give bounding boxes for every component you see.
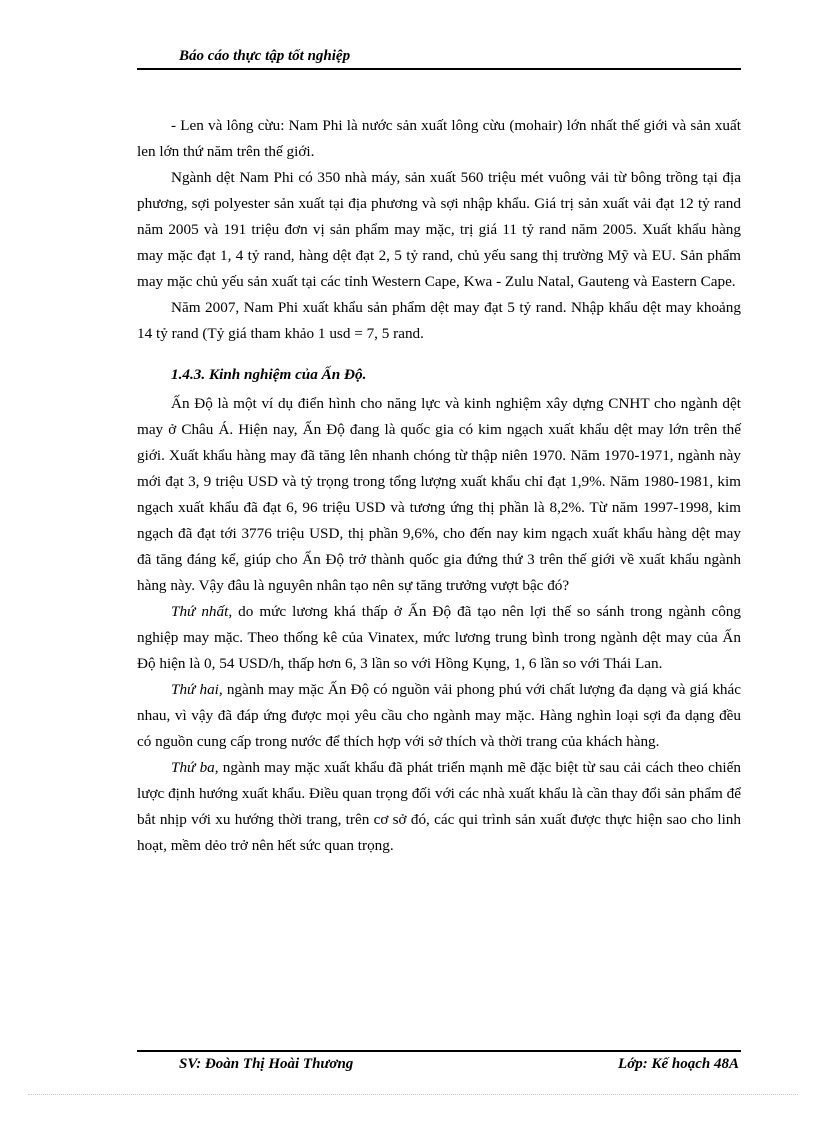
page-body bbox=[137, 113, 741, 859]
paragraph-wool: - Len và lông cừu: Nam Phi là nước sản xuất lông cừu (mohair) lớn nhất thế giới và sản xuất len lớn thứ năm trên thế giới. bbox=[137, 117, 741, 160]
point-text: ngành may mặc Ấn Độ có nguồn vải phong phú với chất lượng đa dạng và giá khác nhau, vì vậy đã đáp ứng được mọi yêu cầu cho ngành may mặc. Hàng nghìn loại sợi đa dạng đều có nguồn cung cấp trong nước để thích hợp với sở thích và thời trang của khách hàng. bbox=[137, 681, 742, 750]
point-lead: Thứ hai, bbox=[171, 681, 223, 698]
paragraph-point-first bbox=[137, 599, 741, 677]
page-header bbox=[137, 48, 741, 70]
section-heading: 1.4.3. Kinh nghiệm của Ấn Độ. bbox=[171, 366, 367, 383]
paragraph-textile-industry: Ngành dệt Nam Phi có 350 nhà máy, sản xuất 560 triệu mét vuông vải từ bông trồng tại địa phương, sợi polyester sản xuất tại địa phương và sợi nhập khẩu. Giá trị sản xuất vải đạt 12 tỷ rand năm 2005 và 191 triệu đơn vị sản phẩm may mặc, trị giá 11 tỷ rand năm 2005. Xuất khẩu hàng may mặc đạt 1, 4 tỷ rand, hàng dệt đạt 2, 5 tỷ rand, chủ yếu sang thị trường Mỹ và EU. Sản phẩm may mặc chủ yếu sản xuất tại các tỉnh Western Cape, Kwa - Zulu Natal, Gauteng và Eastern Cape. bbox=[137, 169, 741, 290]
page-footer bbox=[137, 1050, 741, 1073]
paragraph-india-intro: Ấn Độ là một ví dụ điển hình cho năng lực và kinh nghiệm xây dựng CNHT cho ngành dệt may ở Châu Á. Hiện nay, Ấn Độ đang là quốc gia có kim ngạch xuất khẩu dệt may lớn trên thế giới. Xuất khẩu hàng may đã tăng lên nhanh chóng từ thập niên 1970. Năm 1970-1971, ngành này mới đạt 3, 9 triệu USD và tỷ trọng trong tổng lượng xuất khẩu chỉ đạt 1,9%. Năm 1980-1981, kim ngạch xuất khẩu đã đạt 6, 96 triệu USD và tương ứng thị phần là 8,2%. Từ năm 1997-1998, kim ngạch đã đạt tới 3776 triệu USD, thị phần 9,6%, cho đến nay kim ngạch xuất khẩu hàng dệt may đã tăng đáng kể, giúp cho Ấn Độ trở thành quốc gia đứng thứ 3 trên thế giới về xuất khẩu ngành hàng này. Vậy đâu là nguyên nhân tạo nên sự tăng trưởng vượt bậc đó? bbox=[137, 395, 741, 594]
student-name: SV: Đoàn Thị Hoài Thương bbox=[179, 1056, 354, 1072]
report-title: Báo cáo thực tập tốt nghiệp bbox=[179, 48, 351, 64]
point-text: ngành may mặc xuất khẩu đã phát triển mạnh mẽ đặc biệt từ sau cải cách theo chiến lược định hướng xuất khẩu. Điều quan trọng đối với các nhà xuất khẩu là cần thay đổi sản phẩm để bắt nhịp với xu hướng thời trang, trên cơ sở đó, các qui trình sản xuất được thực hiện sao cho linh hoạt, mềm dẻo trở nên hết sức quan trọng. bbox=[137, 759, 741, 854]
paragraph-point-third bbox=[137, 755, 741, 859]
point-lead: Thứ nhất, bbox=[171, 603, 233, 620]
paragraph-point-second bbox=[137, 677, 741, 755]
point-lead: Thứ ba, bbox=[171, 759, 219, 776]
page-bottom-divider bbox=[28, 1094, 798, 1095]
point-text: do mức lương khá thấp ở Ấn Độ đã tạo nên lợi thế so sánh trong ngành công nghiệp may mặc. Theo thống kê của Vinatex, mức lương trung bình trong ngành dệt may của Ấn Độ hiện là 0, 54 USD/h, thấp hơn 6, 3 lần so với Hồng Kụng, 1, 6 lần so với Thái Lan. bbox=[137, 603, 741, 672]
paragraph-exports-2007: Năm 2007, Nam Phi xuất khẩu sản phẩm dệt may đạt 5 tỷ rand. Nhập khẩu dệt may khoảng 14 tỷ rand (Tỷ giá tham khảo 1 usd = 7, 5 rand. bbox=[137, 299, 741, 342]
class-name: Lớp: Kế hoạch 48A bbox=[618, 1056, 739, 1072]
